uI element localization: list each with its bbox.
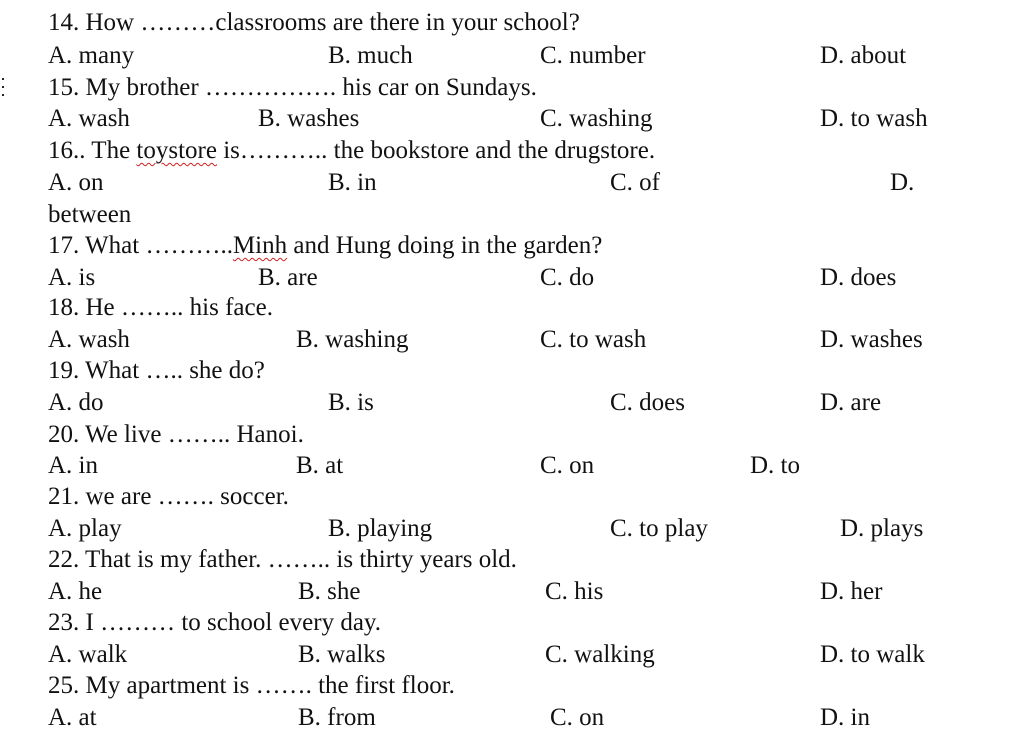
answer-blank: ……… <box>100 609 176 636</box>
answer-option: A. play <box>48 515 122 542</box>
answer-option: B. at <box>296 452 344 479</box>
question-stem <box>48 547 517 572</box>
question-text: 25. My apartment is <box>48 672 256 699</box>
answer-option-wrap: between <box>48 201 132 228</box>
answer-option: A. wash <box>48 105 130 132</box>
question-text: 23. I <box>48 609 101 636</box>
answer-option: A. many <box>48 42 135 69</box>
answer-option: D. washes <box>820 326 923 353</box>
answer-option: C. to wash <box>540 326 647 353</box>
answer-option: C. of <box>610 169 660 196</box>
question-text: is <box>216 137 240 164</box>
answer-option: C. his <box>545 578 604 605</box>
answer-blank: ……………. <box>204 74 337 101</box>
question-stem <box>48 233 602 258</box>
answer-blank: ……. <box>157 483 214 510</box>
answer-option: A. at <box>48 704 97 731</box>
answer-option: D. her <box>820 578 883 605</box>
answer-option: D. <box>890 169 915 196</box>
answer-blank: ……. <box>255 672 312 699</box>
answer-option: D. about <box>820 42 907 69</box>
answer-option: A. wash <box>48 326 130 353</box>
question-text: and Hung doing in the garden? <box>287 232 603 259</box>
answer-blank: …….. <box>267 546 331 573</box>
answer-option: B. washing <box>296 326 409 353</box>
question-text: 17. What <box>48 232 146 259</box>
answer-option: A. walk <box>48 641 128 668</box>
question-text: is thirty years old. <box>330 546 517 573</box>
margin-mark <box>2 78 4 80</box>
answer-option: A. in <box>48 452 98 479</box>
answer-option: C. number <box>540 42 646 69</box>
question-text: 15. My brother <box>48 74 205 101</box>
spellcheck-word: toystore <box>136 137 217 164</box>
question-stem <box>48 610 381 635</box>
question-stem <box>48 358 265 383</box>
question-text: 14. How <box>48 9 141 36</box>
answer-option: A. he <box>48 578 103 605</box>
spellcheck-word: Minh <box>232 232 288 259</box>
answer-option: C. walking <box>545 641 655 668</box>
answer-blank: …….. <box>120 294 184 321</box>
question-stem <box>48 295 273 320</box>
answer-option: B. in <box>328 169 377 196</box>
question-text: soccer. <box>213 483 289 510</box>
question-text: classrooms are there in your school? <box>215 9 580 36</box>
answer-option: A. on <box>48 169 104 196</box>
question-text: 21. we are <box>48 483 158 510</box>
question-text: 19. What <box>48 357 146 384</box>
margin-mark <box>2 86 4 88</box>
answer-option: B. is <box>328 389 374 416</box>
answer-blank: …….. <box>167 421 231 448</box>
answer-blank: ……….. <box>145 232 233 259</box>
answer-option: C. does <box>610 389 685 416</box>
answer-option: B. much <box>328 42 413 69</box>
cropped-previous-line <box>0 0 1024 6</box>
answer-option: D. in <box>820 704 870 731</box>
answer-option: D. to wash <box>820 105 928 132</box>
question-text: the bookstore and the drugstore. <box>327 137 656 164</box>
question-text: she do? <box>182 357 265 384</box>
answer-option: D. to walk <box>820 641 925 668</box>
answer-option: B. from <box>298 704 376 731</box>
question-text: 16.. The <box>48 137 137 164</box>
answer-blank: ……… <box>140 9 216 36</box>
answer-option: D. are <box>820 389 882 416</box>
question-stem <box>48 484 289 509</box>
answer-option: B. she <box>298 578 361 605</box>
answer-option: C. on <box>540 452 595 479</box>
question-text: 18. He <box>48 294 121 321</box>
answer-option: A. is <box>48 264 96 291</box>
question-text: the first floor. <box>311 672 455 699</box>
answer-option: B. walks <box>298 641 386 668</box>
answer-blank: ……….. <box>239 137 328 164</box>
answer-option: D. plays <box>840 515 924 542</box>
margin-mark <box>2 94 4 96</box>
question-text: his car on Sundays. <box>336 74 537 101</box>
answer-option: B. washes <box>258 105 360 132</box>
answer-option: D. to <box>750 452 800 479</box>
question-text: 20. We live <box>48 421 168 448</box>
question-stem <box>48 138 655 163</box>
answer-option: C. washing <box>540 105 653 132</box>
question-stem <box>48 422 304 447</box>
answer-option: C. on <box>550 704 605 731</box>
question-stem <box>48 673 455 698</box>
question-text: 22. That is my father. <box>48 546 268 573</box>
answer-option: C. do <box>540 264 595 291</box>
question-text: to school every day. <box>175 609 382 636</box>
question-text: his face. <box>183 294 273 321</box>
answer-option: B. playing <box>328 515 433 542</box>
question-text: Hanoi. <box>230 421 304 448</box>
question-stem <box>48 75 537 100</box>
answer-option: A. do <box>48 389 104 416</box>
answer-option: B. are <box>258 264 318 291</box>
answer-option: C. to play <box>610 515 708 542</box>
question-stem <box>48 10 580 35</box>
answer-option: D. does <box>820 264 897 291</box>
answer-blank: ….. <box>145 357 183 384</box>
